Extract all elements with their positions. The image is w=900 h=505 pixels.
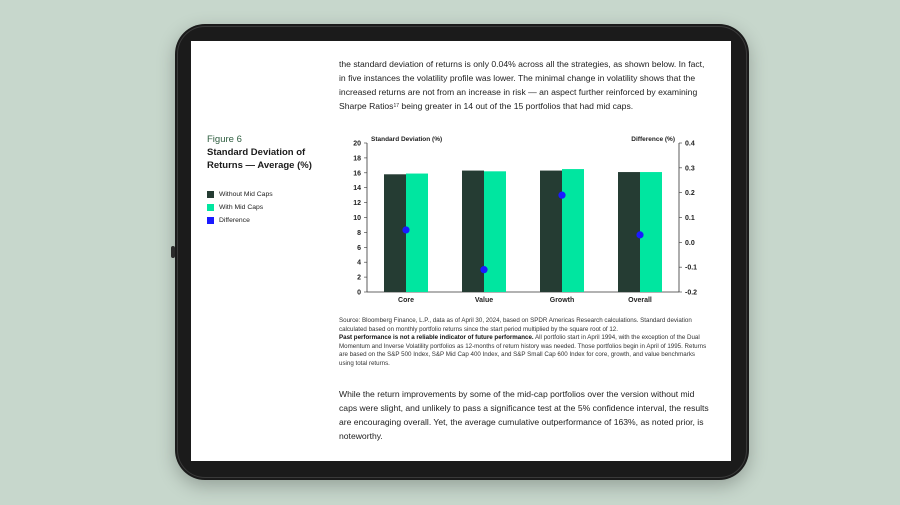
y-left-tick-label: 10 [353, 215, 361, 222]
y-axis-right-label: Difference (%) [631, 136, 675, 143]
y-left-tick-label: 6 [357, 244, 361, 252]
y-left-tick-label: 14 [353, 185, 361, 193]
bar-with-mid-caps [484, 171, 506, 292]
difference-point [480, 266, 487, 273]
disclaimer-bold: Past performance is not a reliable indicator of future performance. [339, 334, 534, 341]
bar-with-mid-caps [640, 172, 662, 292]
y-left-tick-label: 20 [353, 140, 361, 148]
legend-swatch [207, 204, 214, 211]
difference-point [636, 231, 643, 238]
bar-without-mid-caps [462, 171, 484, 292]
legend-label: Difference [219, 217, 250, 224]
x-tick-label: Core [398, 297, 414, 304]
figure-label: Figure 6 [207, 134, 242, 145]
y-right-tick-label: 0.0 [685, 239, 695, 247]
y-left-tick-label: 16 [353, 170, 361, 178]
y-right-tick-label: 0.1 [685, 215, 695, 222]
source-note [339, 317, 711, 368]
std-dev-chart [331, 133, 711, 313]
y-right-tick-label: -0.2 [685, 289, 698, 297]
bar-with-mid-caps [406, 174, 428, 292]
legend-swatch [207, 191, 214, 198]
y-right-tick-label: 0.2 [685, 190, 695, 198]
footnote-ref: 17 [393, 103, 400, 109]
figure-title: Standard Deviation of Returns — Average (%) [207, 147, 312, 171]
chart-legend [207, 188, 273, 227]
y-axis-left-label: Standard Deviation (%) [371, 136, 443, 143]
bar-without-mid-caps [540, 171, 562, 292]
legend-item-with-mid-caps [207, 201, 273, 214]
difference-point [558, 192, 565, 199]
bar-without-mid-caps [384, 174, 406, 292]
y-left-tick-label: 0 [357, 289, 361, 297]
closing-paragraph: While the return improvements by some of the mid-cap portfolios over the version without mid caps were slight, and unlikely to pass a significance test at the 5% confidence interval, the results are encouraging overall. Yet, the average cumulative outperformance of 163%, as noted prior, is noteworthy. [339, 389, 709, 441]
y-left-tick-label: 12 [353, 200, 361, 208]
bar-without-mid-caps [618, 172, 640, 292]
y-left-tick-label: 4 [357, 259, 361, 267]
disclaimer-text: All portfolio start in April 1994, with the exception of the Dual Momentum and Inverse Volatility portfolios as 12-months of return history was needed. Those portfolios begin in April of 1995. Returns are based on the S&P 500 Index, S&P Mid Cap 400 Index, and S&P Small Cap 600 Index for core, growth, and value benchmarks using total returns. [339, 334, 707, 367]
y-left-tick-label: 18 [353, 155, 361, 163]
y-left-tick-label: 8 [357, 229, 361, 237]
difference-point [402, 226, 409, 233]
legend-item-difference [207, 214, 273, 227]
y-right-tick-label: 0.3 [685, 165, 695, 173]
y-right-tick-label: 0.4 [685, 140, 695, 148]
document-page [191, 41, 731, 461]
intro-paragraph: the standard deviation of returns is only 0.04% across all the strategies, as shown below. In fact, in five instances the volatility profile was lower. The minimal change in volatility shows that the increased returns are not from an increase in risk — an aspect further reinforced by examining Sharpe Ratios$^{17}$ being greater in 14 out of the 15 portfolios that had mid caps. [339, 59, 705, 111]
y-left-tick-label: 2 [357, 274, 361, 282]
legend-label: With Mid Caps [219, 204, 264, 211]
x-tick-label: Overall [628, 297, 652, 304]
legend-item-without-mid-caps [207, 188, 273, 201]
x-tick-label: Value [474, 297, 494, 304]
legend-swatch [207, 217, 214, 224]
tablet-side-button [171, 246, 175, 258]
bar-with-mid-caps [562, 169, 584, 292]
source-text: Source: Bloomberg Finance, L.P., data as of April 30, 2024, based on SPDR Americas Research calculations. Standard deviation calculated based on monthly portfolio returns since the start period multiplied by the square root of 12. [339, 317, 692, 333]
x-tick-label: Growth [549, 297, 575, 304]
y-right-tick-label: -0.1 [685, 264, 698, 272]
legend-label: Without Mid Caps [219, 191, 273, 198]
